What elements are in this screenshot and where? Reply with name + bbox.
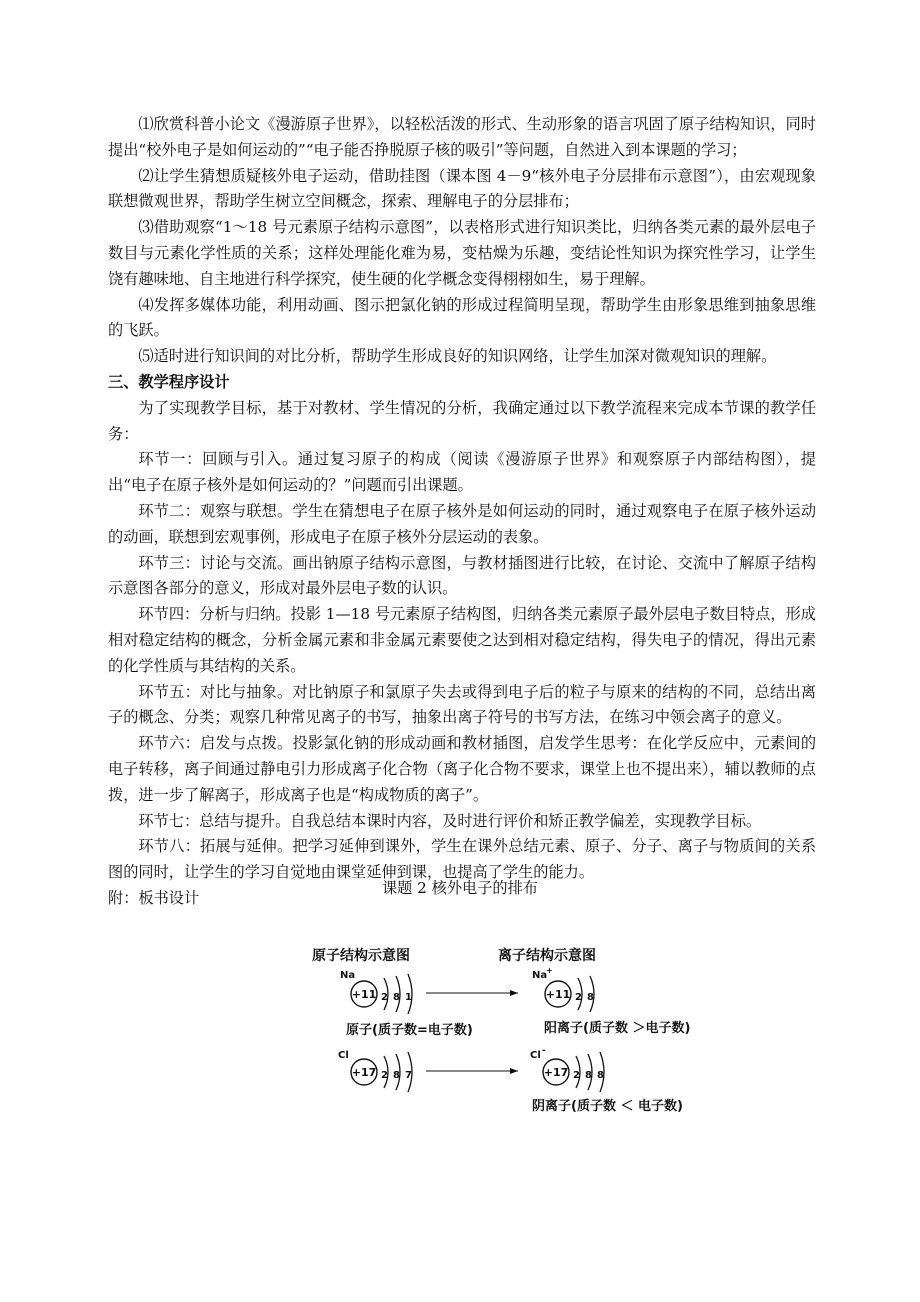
step-6: 环节六：启发与点拨。投影氯化钠的形成动画和教材插图，启发学生思考：在化学反应中，元素间的电子转移，离子间通过静电引力形成离子化合物（离子化合物不要求，课堂上也不提出来），辅以教师的点拨，进一步了解离子，形成离子也是“构成物质的离子”。 — [108, 734, 816, 804]
cl-ion-shell-count: 8 — [597, 1070, 604, 1081]
cl-ion-shell-count: 8 — [585, 1070, 592, 1081]
arrow-head — [510, 1068, 518, 1074]
na-atom-shell-count: 8 — [393, 992, 400, 1003]
cl-ion-symbol: Cl — [530, 1050, 541, 1061]
na-ion-symbol: Na — [532, 970, 548, 981]
left-heading: 原子结构示意图 — [312, 948, 410, 964]
na-ion-nucleus-charge: +11 — [545, 988, 571, 1001]
cl-ion-nucleus-charge: +17 — [543, 1066, 569, 1079]
cl-atom-nucleus-charge: +17 — [351, 1066, 377, 1079]
paragraph-3: ⑶借助观察“1～18 号元素原子结构示意图”，以表格形式进行知识类比，归纳各类元素的最外层电子数目与元素化学性质的关系；这样处理能化难为易，变枯燥为乐趣，变结论性知识为探究性学习，让学生饶有趣味地、自主地进行科学探究，使生硬的化学概念变得栩栩如生，易于理解。 — [108, 218, 816, 288]
paragraph-5: ⑸适时进行知识间的对比分析，帮助学生形成良好的知识网络，让学生加深对微观知识的理解。 — [138, 347, 777, 366]
cl-ion-shell-count: 2 — [573, 1070, 580, 1081]
step-8: 环节八：拓展与延伸。把学习延伸到课外，学生在课外总结元素、原子、分子、离子与物质间的关系图的同时，让学生的学习自觉地由课堂延伸到课，也提高了学生的能力。 — [108, 837, 816, 882]
right-heading: 离子结构示意图 — [498, 948, 596, 964]
atom-label: 原子(质子数=电子数) — [346, 1023, 473, 1038]
board-title: 课题 2 核外电子的排布 — [381, 879, 538, 897]
cl-ion-charge: - — [542, 1046, 546, 1056]
na-atom-shell-count: 1 — [405, 992, 412, 1003]
arrow-head — [510, 990, 518, 996]
na-ion-shell-count: 2 — [575, 992, 582, 1003]
anion-label: 阴离子(质子数 ＜ 电子数) — [532, 1099, 683, 1114]
section-heading: 三、教学程序设计 — [108, 372, 230, 391]
body-text — [108, 112, 816, 912]
step-1: 环节一：回顾与引入。通过复习原子的构成（阅读《漫游原子世界》和观察原子内部结构图），提出“电子在原子核外是如何运动的？”问题而引出课题。 — [108, 450, 816, 495]
na-atom-symbol: Na — [340, 970, 356, 981]
step-5: 环节五：对比与抽象。对比钠原子和氯原子失去或得到电子后的粒子与原来的结构的不同，总结出离子的概念、分类；观察几种常见离子的书写，抽象出离子符号的书写方法，在练习中领会离子的意义。 — [108, 682, 816, 727]
cl-atom-symbol: Cl — [338, 1050, 349, 1061]
step-7: 环节七：总结与提升。自我总结本课时内容，及时进行评价和矫正教学偏差，实现教学目标。 — [138, 811, 762, 830]
intro-paragraph: 为了实现教学目标，基于对教材、学生情况的分析，我确定通过以下教学流程来完成本节课的教学任务： — [108, 398, 816, 443]
diagram-svg — [300, 940, 780, 1120]
step-4: 环节四：分析与归纳。投影 1—18 号元素原子结构图，归纳各类元素原子最外层电子数目特点，形成相对稳定结构的概念，分析金属元素和非金属元素要使之达到相对稳定结构，得失电子的情况，得出元素的化学性质与其结构的关系。 — [108, 605, 816, 675]
paragraph-2: ⑵让学生猜想质疑核外电子运动，借助挂图（课本图 4－9“核外电子分层排布示意图”），由宏观现象联想微观世界，帮助学生树立空间概念，探索、理解电子的分层排布； — [108, 166, 816, 211]
cl-atom-shell-count: 8 — [393, 1070, 400, 1081]
appendix-label: 附：板书设计 — [108, 888, 200, 907]
paragraph-1: ⑴欣赏科普小论文《漫游原子世界》，以轻松活泼的形式、生动形象的语言巩固了原子结构知识，同时提出“校外电子是如何运动的”“电子能否挣脱原子核的吸引”等问题，自然进入到本课题的学习； — [108, 115, 816, 159]
na-ion-charge: + — [546, 966, 553, 975]
paragraph-4: ⑷发挥多媒体功能，利用动画、图示把氯化钠的形成过程简明呈现，帮助学生由形象思维到抽象思维的飞跃。 — [108, 295, 816, 340]
step-3: 环节三：讨论与交流。画出钠原子结构示意图，与教材插图进行比较，在讨论、交流中了解原子结构示意图各部分的意义，形成对最外层电子数的认识。 — [108, 553, 816, 598]
cl-atom-shell-count: 2 — [381, 1070, 388, 1081]
ion-structure-diagram — [300, 940, 780, 1120]
cl-atom-shell-count: 7 — [405, 1070, 412, 1081]
na-atom-nucleus-charge: +11 — [351, 988, 377, 1001]
na-atom-shell-count: 2 — [381, 992, 388, 1003]
cation-label: 阳离子(质子数 ＞电子数) — [544, 1021, 691, 1036]
na-ion-shell-count: 8 — [587, 992, 594, 1003]
step-2: 环节二：观察与联想。学生在猜想电子在原子核外是如何运动的同时，通过观察电子在原子核外运动的动画，联想到宏观事例，形成电子在原子核外分层运动的表象。 — [108, 501, 816, 546]
